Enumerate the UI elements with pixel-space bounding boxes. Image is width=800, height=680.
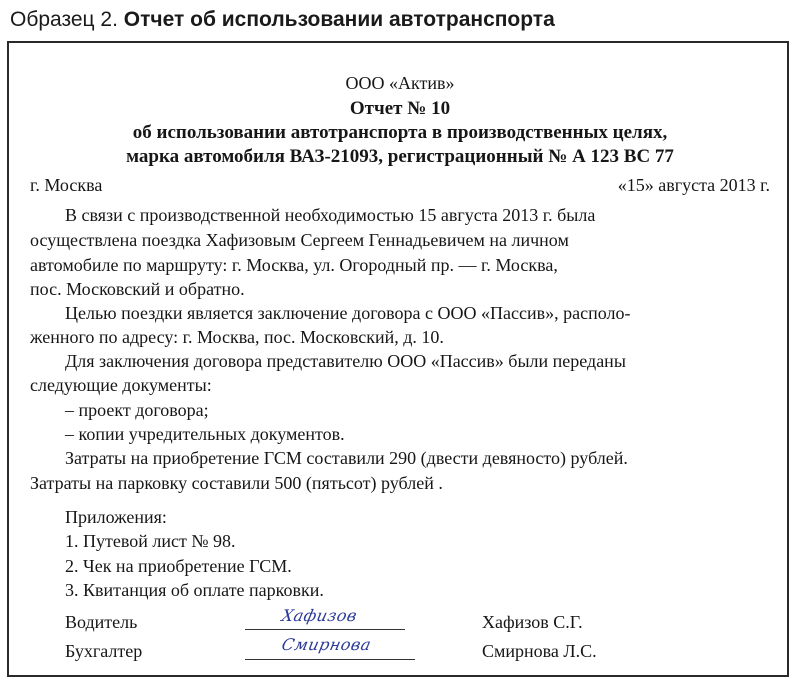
accountant-signature-line	[245, 659, 415, 660]
attachments-title: Приложения:	[65, 507, 167, 527]
body-line: Затраты на парковку составили 500 (пятьсот) рублей .	[30, 473, 443, 493]
city: г. Москва	[30, 175, 103, 195]
accountant-label: Бухгалтер	[65, 641, 143, 661]
driver-signature-line	[245, 629, 405, 630]
organization-name: ООО «Актив»	[345, 73, 455, 93]
body-line: Для заключения договора представителю ООО «Пассив» были переданы	[65, 351, 626, 371]
figure-caption	[10, 8, 555, 32]
body-line: В связи с производственной необходимостью 15 августа 2013 г. была	[65, 205, 596, 225]
report-date: «15» августа 2013 г.	[617, 175, 770, 195]
body-line: автомобиле по маршруту: г. Москва, ул. Огородный пр. — г. Москва,	[30, 255, 558, 275]
body-line: женного по адресу: г. Москва, пос. Московский, д. 10.	[30, 327, 444, 347]
caption-title: Отчет об использовании автотранспорта	[123, 8, 555, 31]
accountant-name: Смирнова Л.С.	[482, 641, 597, 661]
body-line: – проект договора;	[65, 400, 209, 420]
driver-signature: Хафизов	[279, 606, 359, 625]
body-line: Целью поездки является заключение договора с ООО «Пассив», располо-	[65, 303, 631, 323]
report-title: Отчет № 10	[349, 98, 451, 119]
body-line: пос. Московский и обратно.	[30, 279, 245, 299]
driver-name: Хафизов С.Г.	[482, 612, 583, 632]
attachment-item: 2. Чек на приобретение ГСМ.	[65, 556, 292, 576]
attachment-item: 1. Путевой лист № 98.	[65, 531, 236, 551]
report-subtitle-line-2: марка автомобиля ВАЗ-21093, регистрационный № А 123 ВС 77	[126, 146, 674, 167]
accountant-signature: Смирнова	[279, 635, 374, 654]
report-subtitle-line-1: об использовании автотранспорта в производственных целях,	[132, 122, 668, 143]
body-line: осуществлена поездка Хафизовым Сергеем Геннадьевичем на личном	[30, 230, 569, 250]
caption-prefix: Образец 2.	[10, 8, 124, 31]
body-line: – копии учредительных документов.	[65, 424, 345, 444]
body-line: следующие документы:	[30, 375, 212, 395]
body-line: Затраты на приобретение ГСМ составили 290 (двести девяносто) рублей.	[65, 448, 628, 468]
attachment-item: 3. Квитанция об оплате парковки.	[65, 580, 324, 600]
driver-label: Водитель	[65, 612, 138, 632]
